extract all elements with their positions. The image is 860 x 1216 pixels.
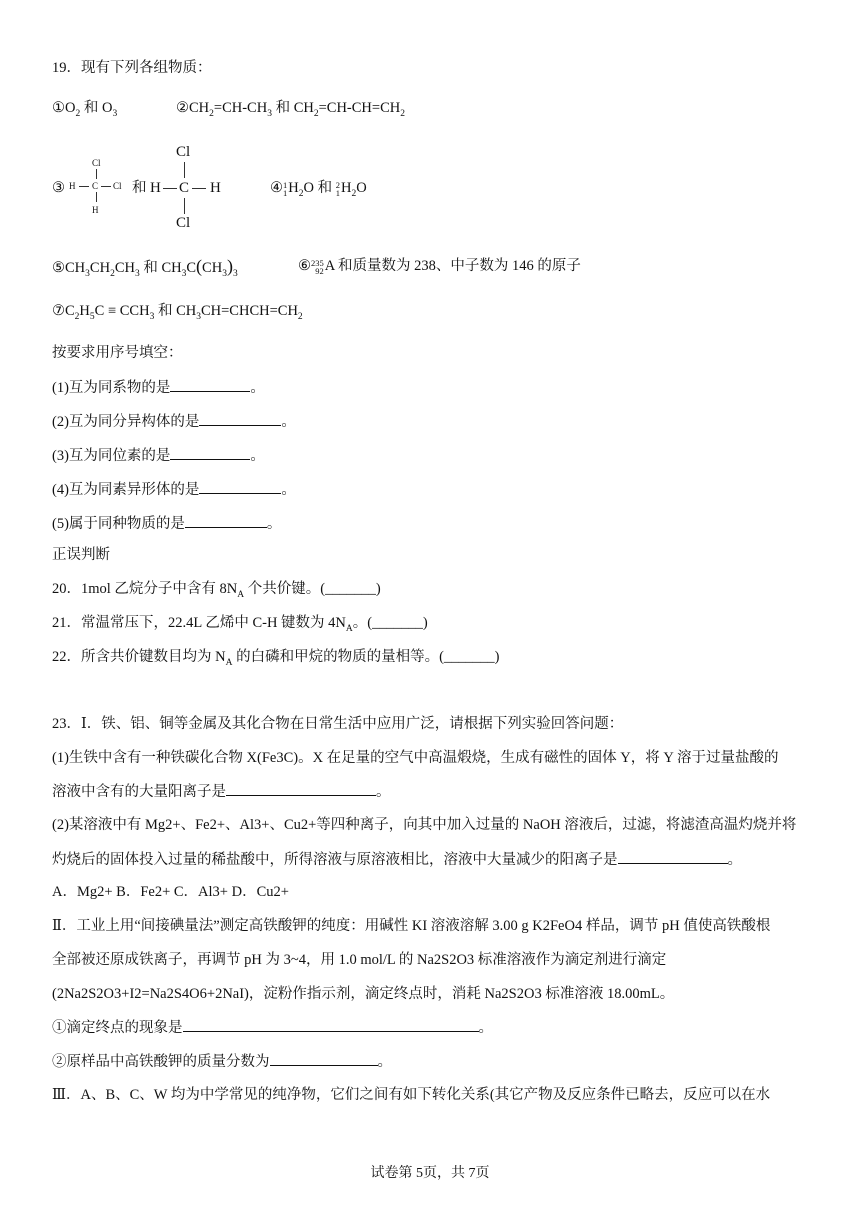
answer-blank[interactable]	[170, 445, 250, 460]
q19-sub3: (3)互为同位素的是 。	[52, 445, 265, 466]
answer-blank[interactable]	[185, 513, 267, 528]
q23-options: A．Mg2+ B．Fe2+ C．Al3+ D．Cu2+	[52, 884, 289, 900]
q22: 22．所含共价键数目均为 $N_A$ 的白磷和甲烷的物质的量相等。(_______)	[52, 649, 500, 668]
q19-item3-and: 和	[132, 180, 147, 196]
q19-item6: ⑥ 235 92 A 和质量数为 238、中子数为 146 的原子	[298, 258, 581, 276]
q19-instruction: 按要求用序号填空：	[52, 345, 183, 361]
q23-p1-line1: (1)生铁中含有一种铁碳化合物 X(Fe3C)。X 在足量的空气中高温煅烧，生成有磁性的固体 Y，将 Y 溶于过量盐酸的	[52, 750, 779, 766]
q19-item1: $①O_2$ 和 $O_3$	[52, 100, 118, 119]
q23-part2-line2: 全部被还原成铁离子，再调节 pH 为 3~4，用 1.0 mol/L 的 Na2S2O3 标准溶液作为滴定剂进行滴定	[52, 952, 667, 968]
q23-p2-line1: (2)某溶液中有 Mg2+、Fe2+、Al3+、Cu2+等四种离子，向其中加入过量的 NaOH 溶液后，过滤，将滤渣高温灼烧并将	[52, 817, 797, 833]
q23-part2-line1: Ⅱ．工业上用“间接碘量法”测定高铁酸钾的纯度：用碱性 KI 溶液溶解 3.00 g K2FeO4 样品，调节 pH 值使高铁酸根	[52, 918, 771, 934]
answer-blank[interactable]	[183, 1017, 479, 1032]
q23-part2-q2: ②原样品中高铁酸钾的质量分数为 。	[52, 1051, 392, 1072]
q19-item7: $⑦C_2H_5C \equiv CCH_3$ 和 $CH_3CH=CHCH=CH_2$	[52, 303, 303, 322]
q20: 20．1mol 乙烷分子中含有 $8N_A$ 个共价键。(_______)	[52, 581, 381, 600]
q19-sub2: (2)互为同分异构体的是 。	[52, 411, 296, 432]
q19-stem: 19．现有下列各组物质：	[52, 60, 212, 76]
q19-item5: $⑤CH_3CH_2CH_3$ 和 $CH_3C(CH_3)_3$	[52, 256, 238, 279]
q23-part3-line1: Ⅲ．A、B、C、W 均为中学常见的纯净物，它们之间有如下转化关系(其它产物及反应条件已略去，反应可以在水	[52, 1087, 771, 1103]
q23-p1-line2: 溶液中含有的大量阳离子是 。	[52, 781, 391, 802]
q19-item3-circ: ③	[52, 180, 65, 196]
judge-heading: 正误判断	[52, 547, 110, 563]
answer-blank[interactable]	[170, 377, 250, 392]
answer-blank[interactable]	[199, 411, 281, 426]
q23-part2-line3: (2Na2S2O3+I2=Na2S4O6+2NaI)，淀粉作指示剂，滴定终点时，消耗 Na2S2O3 标准溶液 18.00mL。	[52, 986, 675, 1002]
q19-sub5: (5)属于同种物质的是 。	[52, 513, 281, 534]
answer-blank[interactable]	[270, 1051, 378, 1066]
q19-item4: ④ 1 1 $H_2O$ 和 2 1 $H_2O$	[270, 180, 367, 199]
answer-blank[interactable]	[226, 781, 376, 796]
q19-sub1: (1)互为同系物的是 。	[52, 377, 265, 398]
q19-item2: $②CH_2=CH-CH_3$ 和 $CH_2=CH-CH=CH_2$	[176, 100, 405, 119]
q21: 21．常温常压下，22.4L 乙烯中 C-H 键数为 $4N_A$。(_______)	[52, 615, 428, 634]
q23-intro: 23．Ⅰ．铁、铝、铜等金属及其化合物在日常生活中应用广泛，请根据下列实验回答问题：	[52, 716, 624, 732]
q23-part2-q1: ①滴定终点的现象是 。	[52, 1017, 493, 1038]
answer-blank[interactable]	[618, 849, 728, 864]
q23-p2-line2: 灼烧后的固体投入过量的稀盐酸中，所得溶液与原溶液相比，溶液中大量减少的阳离子是 。	[52, 849, 742, 870]
q19-sub4: (4)互为同素异形体的是 。	[52, 479, 296, 500]
answer-blank[interactable]	[199, 479, 281, 494]
page-footer: 试卷第 5页，共 7页	[370, 1166, 490, 1181]
